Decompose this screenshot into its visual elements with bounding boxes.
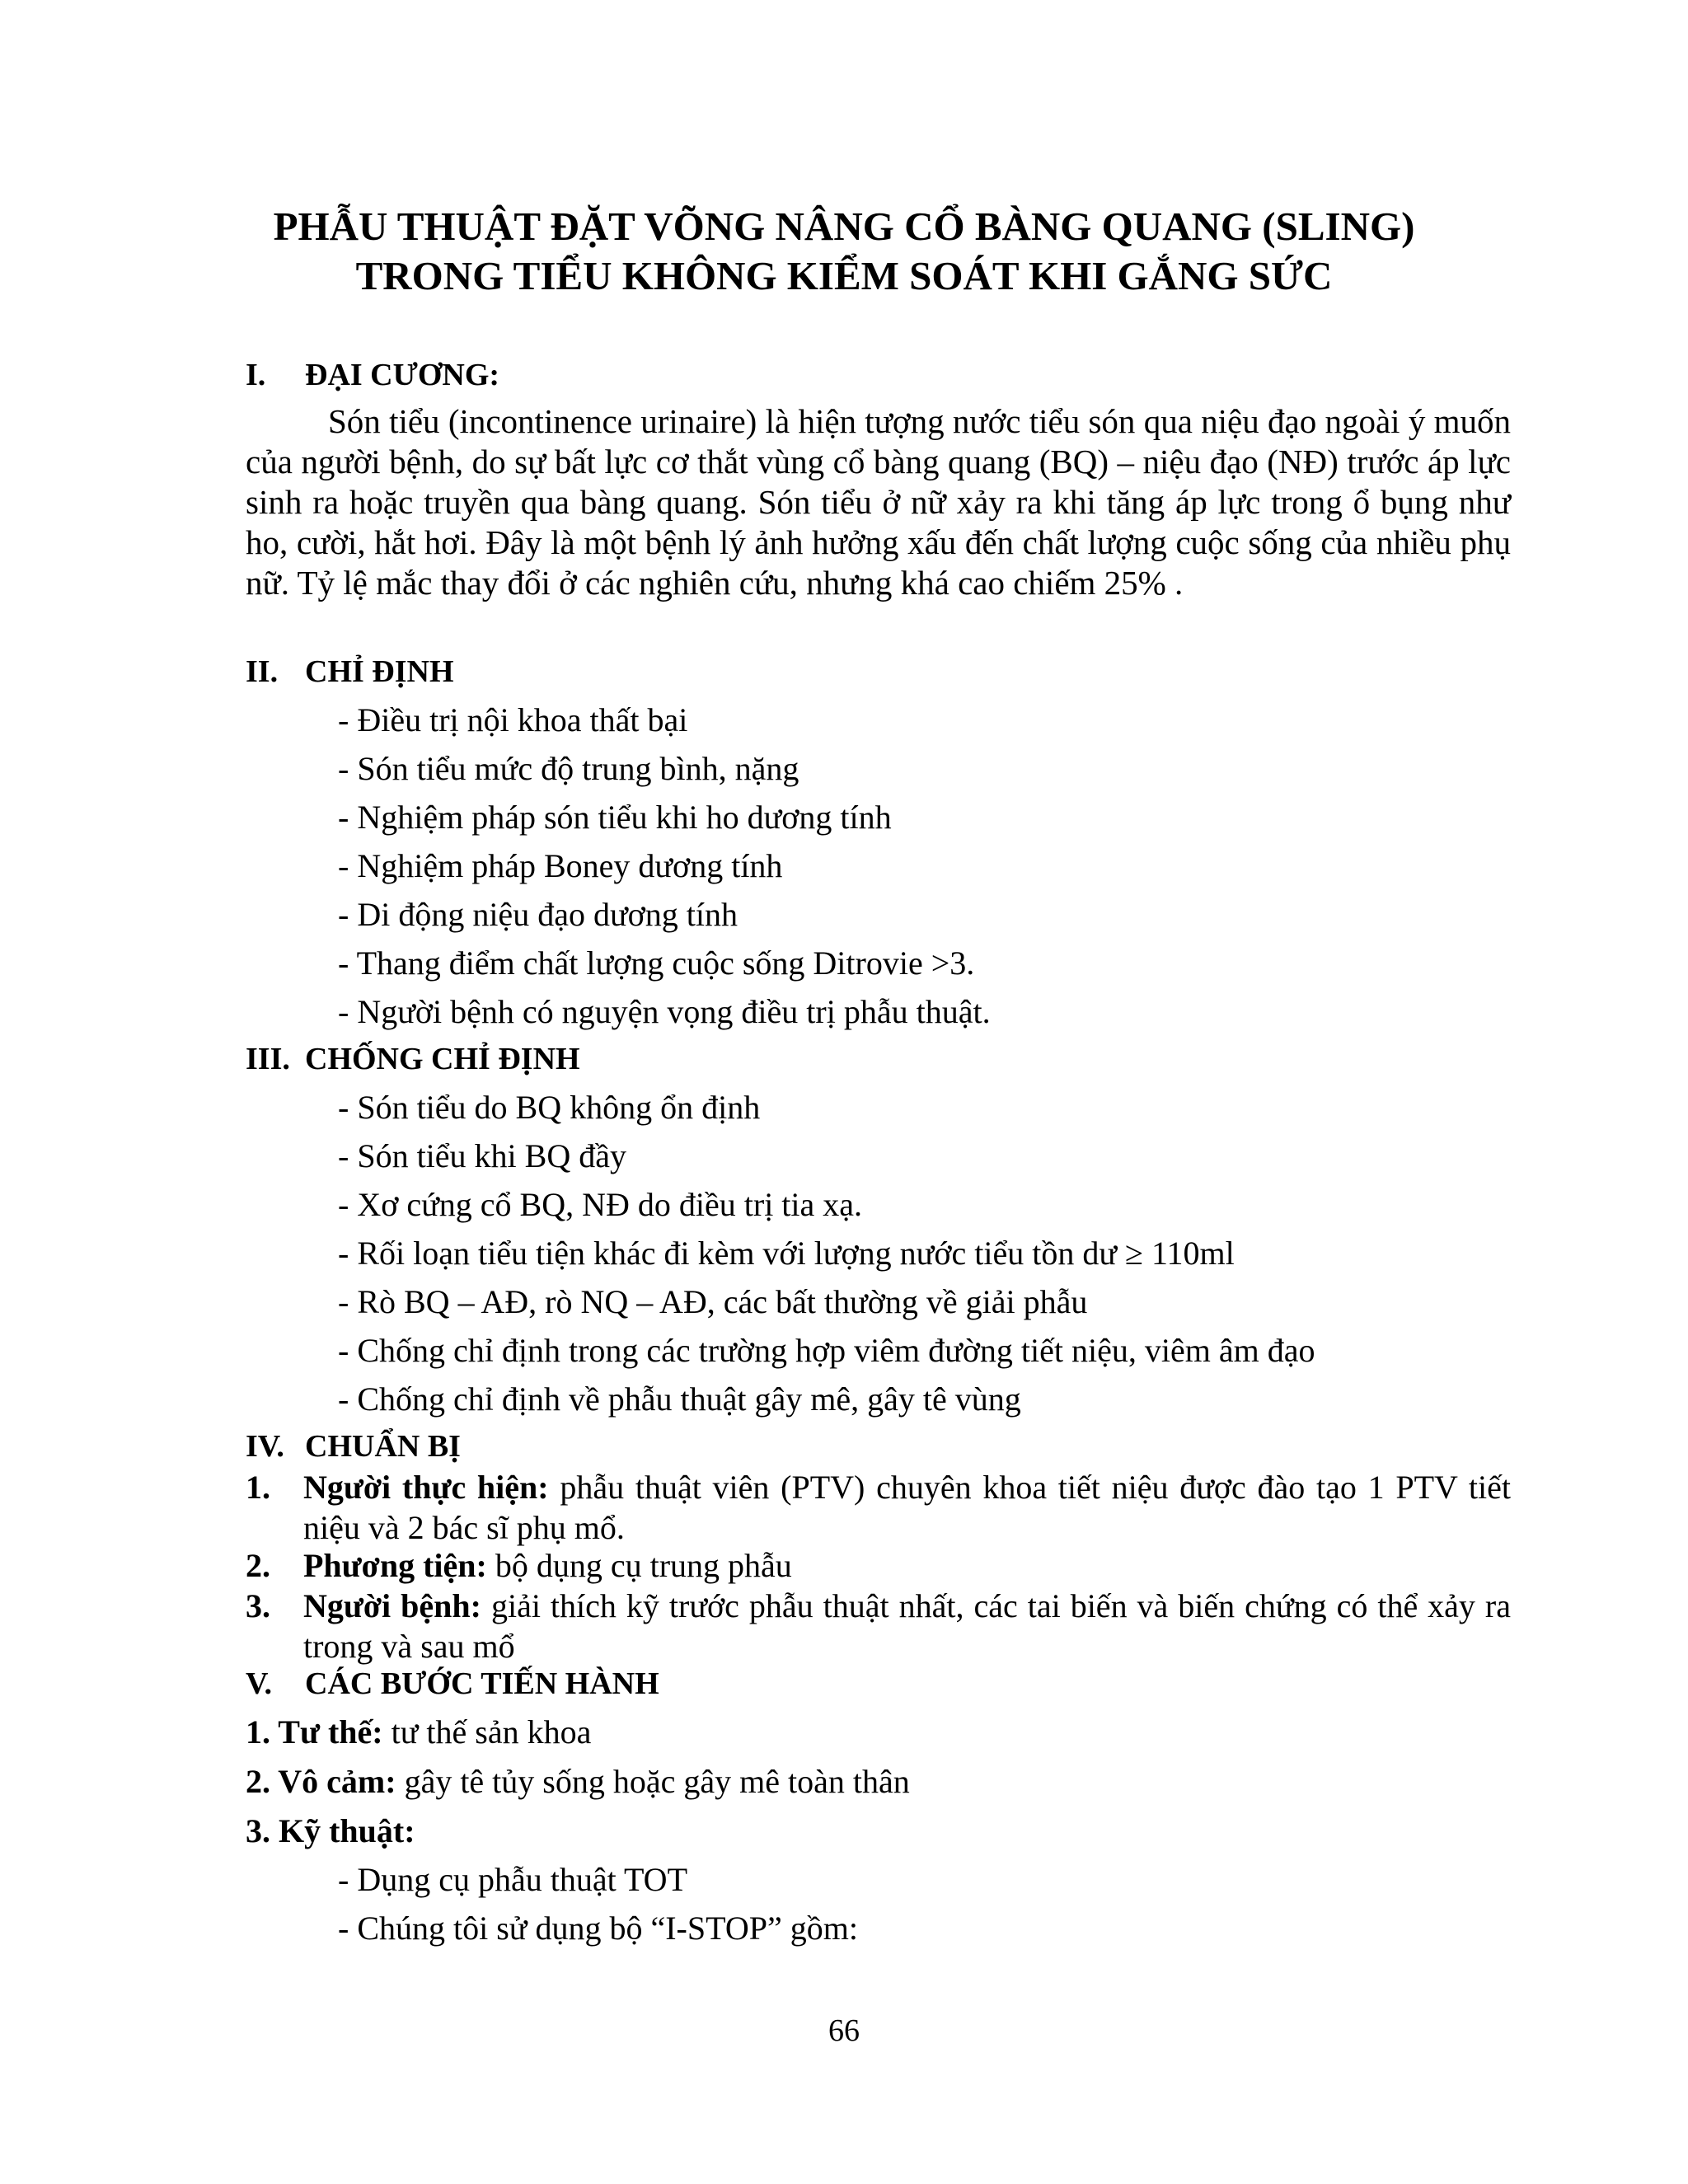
step-label: 1. Tư thế: <box>246 1713 383 1750</box>
item-text: phẫu thuật viên (PTV) chuyên khoa tiết niệu được đào tạo 1 PTV tiết niệu và 2 bác sĩ phụ mổ. <box>303 1469 1511 1546</box>
item-number: 3. <box>246 1587 270 1624</box>
contraindication-item: - Chống chỉ định trong các trường hợp viêm đường tiết niệu, viêm âm đạo <box>338 1332 1315 1369</box>
section-heading-contraindications <box>246 1041 580 1077</box>
section-heading-preparation <box>246 1428 461 1465</box>
page-number: 66 <box>828 2013 860 2048</box>
contraindication-item: - Rò BQ – AĐ, rò NQ – AĐ, các bất thường về giải phẫu <box>338 1283 1088 1320</box>
indication-item: - Thang điểm chất lượng cuộc sống Ditrovie >3. <box>338 944 975 982</box>
title-line-1: PHẪU THUẬT ĐẶT VÕNG NÂNG CỔ BÀNG QUANG (SLING) <box>273 204 1415 249</box>
indication-item: - Nghiệm pháp són tiểu khi ho dương tính <box>338 799 892 836</box>
title-line-2: TRONG TIỂU KHÔNG KIỂM SOÁT KHI GẮNG SỨC <box>355 253 1333 298</box>
section-number: II. <box>246 654 279 689</box>
item-number: 1. <box>246 1469 270 1506</box>
item-label: Phương tiện: <box>303 1547 487 1584</box>
section-heading-text: CÁC BƯỚC TIẾN HÀNH <box>305 1666 659 1701</box>
section-heading-steps <box>246 1666 659 1702</box>
item-label: Người bệnh: <box>303 1587 481 1624</box>
step-anesthesia <box>246 1762 910 1801</box>
section-heading-text: ĐẠI CƯƠNG: <box>305 358 500 392</box>
contraindication-item: - Xơ cứng cổ BQ, NĐ do điều trị tia xạ. <box>338 1186 863 1223</box>
intro-paragraph: Són tiểu (incontinence urinaire) là hiện tượng nước tiểu són qua niệu đạo ngoài ý muốn của người bệnh, do sự bất lực cơ thắt vùng cổ bàng quang (BQ) – niệu đạo (NĐ) trước áp lực sinh ra hoặc truyền qua bàng quang. Són tiểu ở nữ xảy ra khi tăng áp lực trong ổ bụng như ho, cười, hắt hơi. Đây là một bệnh lý ảnh hưởng xấu đến chất lượng cuộc sống của nhiều phụ nữ. Tỷ lệ mắc thay đổi ở các nghiên cứu, nhưng khá cao chiếm 25% . <box>246 402 1511 602</box>
step-label: 2. Vô cảm: <box>246 1763 396 1800</box>
section-number: IV. <box>246 1429 284 1464</box>
section-number: III. <box>246 1042 290 1076</box>
item-label: Người thực hiện: <box>303 1469 549 1506</box>
indication-item: - Di động niệu đạo dương tính <box>338 896 738 933</box>
item-text: giải thích kỹ trước phẫu thuật nhất, các tai biến và biến chứng có thể xảy ra trong và sau mổ <box>303 1587 1512 1665</box>
preparation-item <box>246 1467 1511 1548</box>
indication-item: - Điều trị nội khoa thất bại <box>338 701 688 738</box>
contraindication-item: - Són tiểu khi BQ đầy <box>338 1137 626 1174</box>
step-position <box>246 1713 591 1751</box>
section-number: I. <box>246 358 266 392</box>
indication-item: - Người bệnh có nguyện vọng điều trị phẫu thuật. <box>338 993 991 1030</box>
page-title <box>0 202 1688 301</box>
indication-item: - Són tiểu mức độ trung bình, nặng <box>338 750 799 787</box>
preparation-item <box>246 1586 1511 1666</box>
contraindication-item: - Chống chỉ định về phẫu thuật gây mê, gây tê vùng <box>338 1380 1021 1418</box>
step-text: tư thế sản khoa <box>382 1713 592 1750</box>
item-text: bộ dụng cụ trung phẫu <box>486 1547 792 1584</box>
section-number: V. <box>246 1666 273 1701</box>
preparation-item <box>246 1545 1511 1586</box>
contraindication-item: - Rối loạn tiểu tiện khác đi kèm với lượng nước tiểu tồn dư ≥ 110ml <box>338 1235 1235 1272</box>
indication-item: - Nghiệm pháp Boney dương tính <box>338 847 783 884</box>
step-technique <box>246 1811 415 1850</box>
section-heading-text: CHỈ ĐỊNH <box>305 654 454 689</box>
item-number: 2. <box>246 1547 270 1584</box>
step-label: 3. Kỹ thuật: <box>246 1812 415 1849</box>
contraindication-item: - Són tiểu do BQ không ổn định <box>338 1089 761 1126</box>
section-heading-text: CHỐNG CHỈ ĐỊNH <box>305 1042 580 1076</box>
section-heading-general <box>246 357 499 393</box>
section-heading-indications <box>246 654 454 690</box>
technique-item: - Dụng cụ phẫu thuật TOT <box>338 1861 688 1898</box>
step-text: gây tê tủy sống hoặc gây mê toàn thân <box>396 1763 910 1800</box>
technique-item: - Chúng tôi sử dụng bộ “I-STOP” gồm: <box>338 1910 858 1947</box>
section-heading-text: CHUẨN BỊ <box>305 1429 461 1464</box>
